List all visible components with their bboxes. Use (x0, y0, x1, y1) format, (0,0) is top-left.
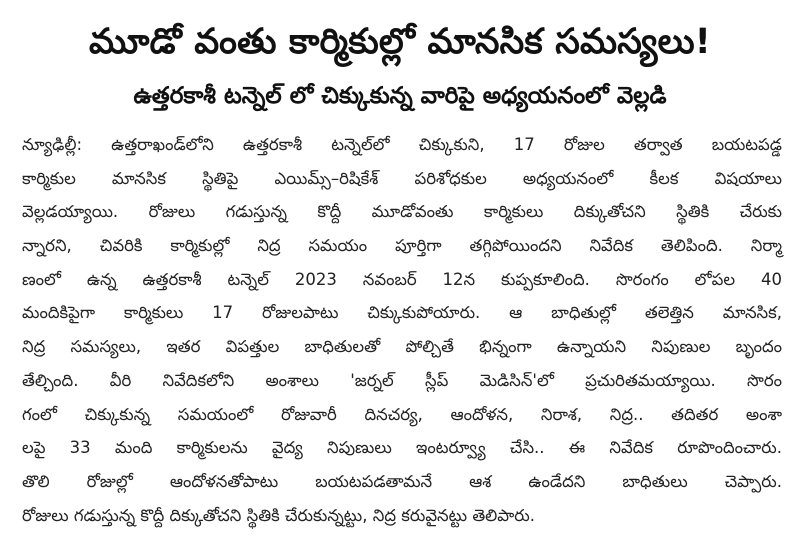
article-body-line: రోజులు గడుస్తున్న కొద్దీ దిక్కుతోచని స్థితికి చేరుకున్నట్టు, నిద్ర కరువైనట్టు తెలిపారు. (22, 505, 536, 525)
article-body-line: న్యూఢిల్లీ: ఉత్తరాఖండ్‌లోని ఉత్తరకాశీ టన్నెల్‌లో చిక్కుకుని, 17 రోజుల తర్వాత బయటపడ్డ (22, 135, 782, 154)
article-body-line: తేల్చింది. వీరి నివేదికలోని అంశాలు 'జర్నల్ స్లీప్ మెడిసిన్'లో ప్రచురితమయ్యాయి. సొరం (22, 370, 782, 390)
article-subheadline: ఉత్తరకాశీ టన్నెల్ లో చిక్కుకున్న వారిపై అధ్యయనంలో వెల్లడి (133, 83, 667, 109)
article-body-line: వెల్లడయ్యాయి. రోజులు గడుస్తున్న కొద్దీ మూడోవంతు కార్మికులు దిక్కుతోచని స్థితికి చేరుకు (22, 202, 782, 222)
article-body-line: నిద్ర సమస్యలు, ఇతర విపత్తుల బాధితులతో పోల్చితే భిన్నంగా ఉన్నాయని నిపుణుల బృందం (22, 337, 782, 357)
article-body (22, 128, 782, 532)
article-headline: మూడో వంతు కార్మికుల్లో మానసిక సమస్యలు! (89, 22, 711, 62)
article-body-line: తొలి రోజుల్లో ఆందోళనతోపాటు బయటపడతామనే ఆశ ఉండేదని బాధితులు చెప్పారు. (22, 471, 782, 491)
article-body-line: న్నారని, చివరికి కార్మికుల్లో నిద్ర సమయం పూర్తిగా తగ్గిపోయిందని నివేదిక తెలిపింది. నిర్మా (22, 236, 782, 256)
article-body-line: ణంలో ఉన్న ఉత్తరకాశీ టన్నెల్ 2023 నవంబర్ 12న కుప్పకూలింది. సొరంగం లోపల 40 (22, 269, 782, 289)
article-body-line: కార్మికుల మానసిక స్థితిపై ఎయిమ్స్–రిషికేశ్ పరిశోధకుల అధ్యయనంలో కీలక విషయాలు (22, 168, 782, 188)
article-body-line: మందికిపైగా కార్మికులు 17 రోజులపాటు చిక్కుకుపోయారు. ఆ బాధితుల్లో తలెత్తిన మానసిక, (22, 303, 782, 323)
article-body-line: గంలో చిక్కుకున్న సమయంలో రోజువారీ దినచర్య, ఆందోళన, నిరాశ, నిద్ర.. తదితర అంశా (22, 404, 782, 424)
article-body-line: లపై 33 మంది కార్మికులను వైద్య నిపుణులు ఇంటర్వ్యూ చేసి.. ఈ నివేదిక రూపొందించారు. (22, 438, 782, 458)
